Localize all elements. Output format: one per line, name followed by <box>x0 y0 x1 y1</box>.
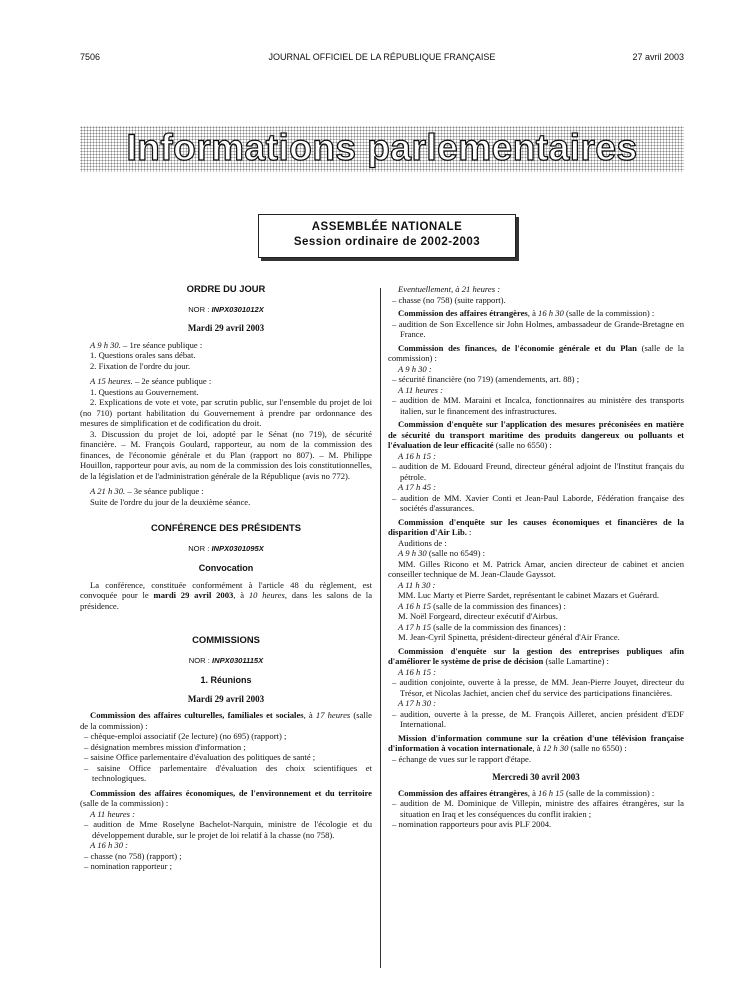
meeting-date: Mardi 29 avril 2003 <box>187 693 265 704</box>
agenda-item: – saisine Office parlementaire d'évaluation des choix scientifiques et technologiques. <box>84 762 372 783</box>
meeting-time: A 16 h 30 : <box>90 840 129 850</box>
text-run: mardi 29 avril 2003 <box>153 590 234 600</box>
meeting-room: (salle de la commission) : <box>80 710 372 731</box>
nor-label: NOR : <box>188 304 210 314</box>
sitting-time: A 15 heures. <box>90 376 133 386</box>
conference-heading: CONFÉRENCE DES PRÉSIDENTS <box>150 522 302 533</box>
right-column <box>388 284 684 830</box>
meeting-slot <box>388 622 684 633</box>
meeting-room: (salle de la commission des finances) : <box>431 621 566 632</box>
text-run: 10 heures <box>248 590 285 600</box>
text-run: , à <box>233 590 249 600</box>
commission-name: Commission des affaires étrangères <box>398 308 528 318</box>
agenda-item: – chasse (no 758) (rapport) ; <box>84 850 182 861</box>
sitting-time: A 21 h 30. <box>90 486 126 496</box>
journal-title: JOURNAL OFFICIEL DE LA RÉPUBLIQUE FRANÇAISE <box>268 52 496 62</box>
meeting-room: (salle Lamartine) : <box>543 656 609 666</box>
issue-date: 27 avril 2003 <box>632 52 684 62</box>
commission-name: Mission d'information commune sur la création d'une télévision française d'information à vocation internationale <box>388 732 684 753</box>
agenda-item: 1. Questions orales sans débat. <box>90 350 196 360</box>
commission-entry <box>388 419 684 451</box>
left-column <box>80 284 372 872</box>
commission-name: Commission des affaires étrangères <box>398 787 528 798</box>
meeting-room: (salle de la commission des finances) : <box>431 600 566 611</box>
agenda-item: 3. Discussion du projet de loi, adopté par le Sénat (no 719), de sécurité financière. – M. François Goulard, rapporteur, au nom de la commission des finances, de l'économie générale et du Plan (rapport no 807). – M. Philippe Houillon, rapporteur pour avis, au nom de la commission des lois constitutionnelles, de la législation et de l'administration générale de la République (avis no 772). <box>80 428 372 481</box>
meeting-time: 16 h 15 <box>538 787 564 798</box>
agenda-item: – audition de Mme Roselyne Bachelot-Narquin, ministre de l'écologie et du développement durable, sur le projet de loi relatif à la chasse (no 758). <box>84 819 372 840</box>
meeting-room: (salle no 6550) : <box>493 440 552 450</box>
nor-label: NOR : <box>188 655 210 665</box>
meeting-time: Eventuellement, à 21 heures : <box>398 284 501 294</box>
meeting-room: (salle de la commission) : <box>80 798 169 808</box>
sitting-date: Mardi 29 avril 2003 <box>187 323 265 333</box>
agenda-item: – audition conjointe, ouverte à la presse, de MM. Jean-Pierre Jouyet, directeur du Trésor, et Nicolas Jachiet, ancien chef du service des participations financières. <box>392 677 684 698</box>
text-run: , dans les salons de la présidence. <box>80 590 373 611</box>
meeting-room: (salle no 6550) : <box>568 743 627 753</box>
agenda-item: – chèque-emploi associatif (2e lecture) (no 695) (rapport) ; <box>84 731 287 741</box>
commissions-heading: COMMISSIONS <box>192 634 260 645</box>
meeting-slot <box>388 548 684 559</box>
agenda-item: – échange de vues sur le rapport d'étape. <box>392 753 531 764</box>
commission-entry <box>388 343 684 364</box>
meeting-time: A 17 h 45 : <box>398 482 437 492</box>
witness: MM. Luc Marty et Pierre Sardet, représentant le cabinet Mazars et Guérard. <box>398 590 660 600</box>
commission-entry <box>80 710 372 731</box>
chamber-box <box>258 214 516 258</box>
witness: M. Jean-Cyril Spinetta, président-directeur général d'Air France. <box>398 632 620 642</box>
commission-name: Commission des affaires économiques, de l'environnement et du territoire <box>90 787 372 798</box>
sitting-3 <box>80 486 372 497</box>
banner-title: Informations parlementaires <box>126 127 638 168</box>
auditions-label: Auditions de : <box>398 537 447 548</box>
meeting-time: A 16 h 15 : <box>398 450 437 461</box>
ordre-du-jour-heading: ORDRE DU JOUR <box>186 283 266 294</box>
agenda-item: – audition de MM. Maraini et Incalca, fonctionnaires au ministère des transports italien, sur le financement des infrastructures. <box>392 395 684 416</box>
meeting-room: (salle de la commission) : <box>388 342 684 363</box>
agenda-item: 1. Questions au Gouvernement. <box>90 386 199 397</box>
agenda-item: – audition de MM. Xavier Conti et Jean-Paul Laborde, Fédération française des sociétés d'assurances. <box>392 492 684 513</box>
page-number: 7506 <box>80 52 101 62</box>
witness: MM. Gilles Ricono et M. Patrick Amar, ancien directeur de cabinet et ancien conseiller technique de M. Jean-Claude Gayssot. <box>388 558 684 579</box>
nor-code: INPX0301095X <box>211 543 264 553</box>
meeting-date: Mercredi 30 avril 2003 <box>492 772 580 782</box>
text-run: , à <box>532 743 543 753</box>
meeting-time: A 11 heures : <box>90 808 135 819</box>
chamber-name: ASSEMBLÉE NATIONALE <box>311 221 463 233</box>
sitting-1 <box>80 340 372 351</box>
sitting-2 <box>80 376 372 387</box>
meeting-time: A 16 h 15 : <box>398 666 437 677</box>
meeting-time: A 11 heures : <box>398 384 443 395</box>
meeting-time: A 11 h 30 : <box>398 579 436 590</box>
meeting-time: 12 h 30 <box>542 743 569 753</box>
sitting-label: – 3e séance publique : <box>125 486 204 496</box>
commission-entry <box>388 517 684 538</box>
nor-reference <box>80 305 372 316</box>
nor-code: INPX0301115X <box>212 655 264 665</box>
agenda-item: – sécurité financière (no 719) (amendements, art. 88) ; <box>392 374 580 384</box>
section-banner <box>80 126 684 172</box>
text-run: : <box>466 527 472 537</box>
sitting-label: – 2e séance publique : <box>132 376 212 386</box>
nor-label: NOR : <box>188 543 210 553</box>
agenda-item: 2. Explications de vote et vote, par scrutin public, sur l'ensemble du projet de loi (no 710) portant habilitation du Gouvernement à prendre par ordonnance des mesures de simplification et de codification du droit. <box>80 397 372 428</box>
meeting-time: A 9 h 30 <box>398 548 427 558</box>
commission-name: Commission d'enquête sur les causes économiques et financières de la disparition d'Air Lib. <box>388 516 684 537</box>
agenda-item: – nomination rapporteur ; <box>84 861 173 871</box>
agenda-item: – chasse (no 758) (suite rapport). <box>392 294 506 305</box>
reunions-heading: 1. Réunions <box>200 675 252 685</box>
commission-entry <box>80 788 372 809</box>
column-divider <box>380 288 381 968</box>
agenda-item: Suite de l'ordre du jour de la deuxième séance. <box>90 496 251 507</box>
sitting-label: – 1re séance publique : <box>120 339 203 350</box>
agenda-item: – audition, ouverte à la presse, de M. François Ailleret, ancien président d'EDF International. <box>392 708 684 729</box>
meeting-time: 17 heures <box>315 710 351 720</box>
convocation-heading: Convocation <box>198 563 254 573</box>
convocation-text <box>80 580 372 612</box>
commission-entry <box>388 308 684 319</box>
agenda-item: – audition de Son Excellence sir John Holmes, ambassadeur de Grande-Bretagne en France. <box>392 318 684 339</box>
agenda-item: – audition de M. Edouard Freund, directeur général adjoint de l'Institut français du pétrole. <box>392 461 684 482</box>
meeting-time: A 9 h 30 : <box>398 363 432 374</box>
agenda-item: – audition de M. Dominique de Villepin, ministre des affaires étrangères, sur la situation en Iraq et les conséquences du conflit irakien ; <box>392 798 684 819</box>
sitting-time: A 9 h 30. <box>90 339 121 350</box>
nor-code: INPX0301012X <box>211 304 264 314</box>
meeting-time: A 17 h 30 : <box>398 698 437 708</box>
nor-reference <box>80 656 372 667</box>
commission-entry <box>388 733 684 754</box>
meeting-time: 16 h 30 <box>538 308 564 318</box>
agenda-item: – nomination rapporteurs pour avis PLF 2004. <box>392 819 552 829</box>
commission-entry <box>388 788 684 799</box>
commission-entry <box>388 646 684 667</box>
text-run: , à <box>527 787 539 798</box>
meeting-time: A 16 h 15 <box>398 600 432 611</box>
agenda-item: – saisine Office parlementaire d'évaluation des politiques de santé ; <box>84 752 316 762</box>
agenda-item: – désignation membres mission d'information ; <box>84 741 246 752</box>
session-label: Session ordinaire de 2002-2003 <box>293 236 481 248</box>
commission-name: Commission d'enquête sur l'application des mesures préconisées en matière de sécurité du transport maritime des produits dangereux ou polluants et l'évaluation de leur efficacité <box>388 419 684 450</box>
nor-reference <box>80 544 372 555</box>
commission-name: Commission d'enquête sur la gestion des entreprises publiques afin d'améliorer le système de prise de décision <box>388 645 684 666</box>
commission-name: Commission des affaires culturelles, familiales et sociales <box>90 710 304 720</box>
agenda-item: 2. Fixation de l'ordre du jour. <box>90 360 191 371</box>
meeting-slot <box>388 601 684 612</box>
text-run: , à <box>303 710 316 720</box>
meeting-room: (salle no 6549) : <box>426 548 485 558</box>
witness: M. Noël Forgeard, directeur exécutif d'Airbus. <box>398 611 558 621</box>
text-run: La conférence, constituée conformément à l'article 48 du règlement, est convoquée pour le <box>80 579 372 600</box>
meeting-room: (salle de la commission) : <box>563 308 655 318</box>
text-run: , à <box>527 308 539 318</box>
running-header <box>80 52 684 66</box>
commission-name: Commission des finances, de l'économie générale et du Plan <box>398 342 637 353</box>
meeting-time: A 17 h 15 <box>398 621 432 632</box>
meeting-room: (salle de la commission) : <box>563 787 655 798</box>
